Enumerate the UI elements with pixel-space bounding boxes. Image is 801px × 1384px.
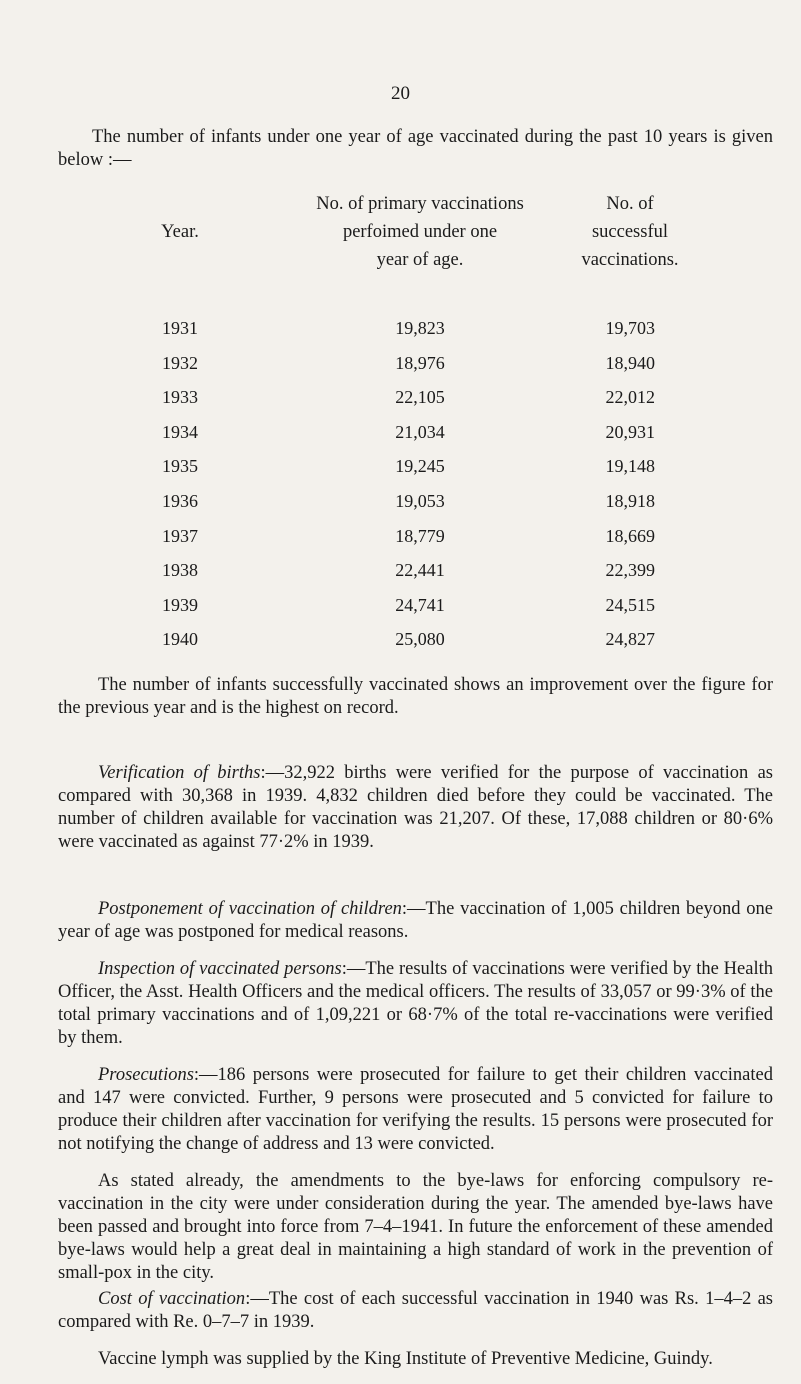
primary-cell: 19,245 <box>395 456 445 477</box>
primary-cell: 18,976 <box>395 352 445 373</box>
paragraph-heading: Postponement of vaccination of children <box>98 899 402 919</box>
year-cell: 1940 <box>162 629 198 650</box>
year-cell: 1931 <box>162 318 198 338</box>
table-row <box>0 629 801 657</box>
header-primary-line: year of age. <box>376 250 464 270</box>
successful-cell: 19,148 <box>605 456 655 477</box>
table-row <box>0 353 801 381</box>
successful-cell: 19,703 <box>605 318 655 338</box>
successful-cell: 24,827 <box>605 629 655 650</box>
year-cell: 1938 <box>162 560 198 581</box>
table-row <box>0 456 801 484</box>
paragraph <box>58 898 773 944</box>
year-cell: 1935 <box>162 456 198 477</box>
paragraph-text: :—The vaccination of 1,005 children beyond one year of age was postponed for medical reasons. <box>58 899 773 942</box>
paragraph-text: Vaccine lymph was supplied by the King Institute of Preventive Medicine, Guindy. <box>98 1349 713 1369</box>
header-successful-line: successful <box>591 222 669 242</box>
successful-cell: 22,012 <box>605 387 655 408</box>
paragraph-heading: Prosecutions <box>98 1065 194 1085</box>
page-number: 20 <box>391 83 410 104</box>
successful-cell: 20,931 <box>605 421 655 442</box>
header-primary-line: No. of primary vaccinations <box>316 194 524 214</box>
primary-cell: 22,441 <box>395 560 445 581</box>
primary-cell: 19,823 <box>395 318 445 338</box>
paragraph <box>58 1170 773 1285</box>
year-cell: 1939 <box>162 594 198 615</box>
primary-cell: 22,105 <box>395 387 445 408</box>
primary-cell: 25,080 <box>395 629 445 650</box>
successful-cell: 18,669 <box>605 525 655 546</box>
table-row <box>0 560 801 588</box>
header-primary <box>300 190 540 274</box>
header-primary-line: perfoimed under one <box>342 222 498 242</box>
paragraph-text: :—The results of vaccinations were verified by the Health Officer, the Asst. Health Officers and the medical officers. The results of 33,057 or 99·3% of the total primary vaccinations and of 1,09,221 or 68·7% of the total re-vaccinations were verified by them. <box>58 959 773 1048</box>
table-row <box>0 422 801 450</box>
paragraph-heading: Cost of vaccination <box>98 1289 246 1309</box>
table-row <box>0 526 801 554</box>
paragraph <box>58 1288 773 1334</box>
year-cell: 1936 <box>162 491 198 511</box>
paragraph-text: As stated already, the amendments to the bye-laws for enforcing compulsory re-vaccination in the city were under consideration during the year. The amended bye-laws have been passed and brought into force from 7–4–1941. In future the enforcement of these amended bye-laws would help a great deal in maintaining a high standard of work in the prevention of small-pox in the city. <box>58 1171 773 1283</box>
paragraph-text: :—32,922 births were verified for the purpose of vaccination as compared with 30,368 in 1939. 4,832 children died before they could be vaccinated. The number of children available for vaccination was 21,207. Of these, 17,088 children or 80·6% were vaccinated as against 77·2% in 1939. <box>58 763 774 852</box>
table-row <box>0 491 801 519</box>
header-successful-line: No. of <box>606 194 654 214</box>
header-year <box>120 218 240 246</box>
paragraph-heading: Verification of births <box>98 763 261 783</box>
year-cell: 1932 <box>162 352 198 373</box>
table-row <box>0 595 801 623</box>
table-row <box>0 387 801 415</box>
successful-cell: 18,940 <box>605 352 655 373</box>
intro-paragraph: The number of infants under one year of age vaccinated during the past 10 years is given below :— <box>58 127 773 170</box>
paragraph <box>58 674 773 720</box>
table-row <box>0 318 801 346</box>
paragraph <box>58 762 773 854</box>
paragraph-text: :—The cost of each successful vaccination in 1940 was Rs. 1–4–2 as compared with Re. 0–7–7 in 1939. <box>58 1289 774 1332</box>
primary-cell: 21,034 <box>395 421 445 442</box>
primary-cell: 24,741 <box>395 594 445 615</box>
successful-cell: 22,399 <box>605 560 655 581</box>
successful-cell: 18,918 <box>605 491 655 511</box>
primary-cell: 18,779 <box>395 525 445 546</box>
primary-cell: 19,053 <box>395 491 445 511</box>
year-cell: 1933 <box>162 387 198 408</box>
paragraph-text: :—186 persons were prosecuted for failure to get their children vaccinated and 147 were convicted. Further, 9 persons were prosecuted and 5 convicted for failure to produce their children after vaccination for verifying the results. 15 persons were prosecuted for not notifying the change of address and 13 were convicted. <box>58 1065 773 1154</box>
year-cell: 1934 <box>162 421 198 442</box>
paragraph <box>58 1348 773 1371</box>
paragraph-heading: Inspection of vaccinated persons <box>98 959 342 979</box>
header-year-line: Year. <box>161 222 199 242</box>
paragraph <box>58 958 773 1050</box>
successful-cell: 24,515 <box>605 594 655 615</box>
paragraph-text: The number of infants successfully vaccinated shows an improvement over the figure for the previous year and is the highest on record. <box>58 675 773 718</box>
year-cell: 1937 <box>162 525 198 546</box>
paragraph <box>58 1064 773 1156</box>
header-successful <box>540 190 720 274</box>
header-successful-line: vaccinations. <box>581 250 679 270</box>
